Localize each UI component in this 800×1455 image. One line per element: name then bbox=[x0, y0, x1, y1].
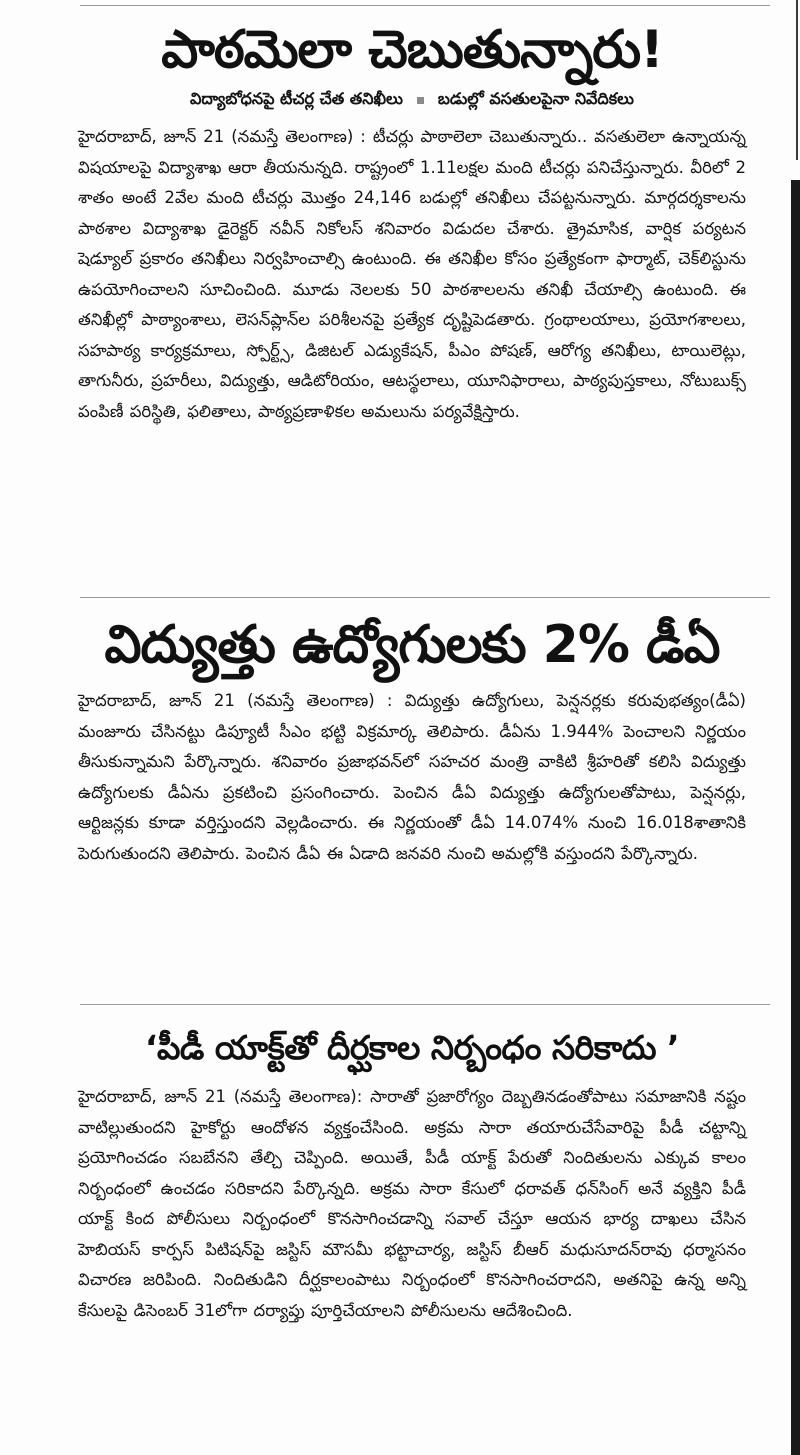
scan-edge bbox=[791, 180, 800, 1455]
story1-dateline: హైదరాబాద్, జూన్ 21 (నమస్తే తెలంగాణ) : bbox=[78, 127, 366, 147]
subdeck-bullet-icon bbox=[417, 97, 424, 104]
story2-headline: విద్యుత్తు ఉద్యోగులకు 2% డీఏ bbox=[104, 615, 720, 675]
story1-body-text: టీచర్లు పాఠాలెలా చెబుతున్నారు.. వసతులెలా ఉన్నాయన్న విషయాలపై విద్యాశాఖ ఆరా తీయనున్నది. రాష్ట్రంలో 1.11లక్షల మంది టీచర్లు పనిచేస్తున్నారు. వీరిలో 2 శాతం అంటే 2వేల మంది టీచర్లు మొత్తం 24,146 బడుల్లో తనిఖీలు చేపట్టనున్నారు. మార్గదర్శకాలను పాఠశాల విద్యాశాఖ డైరెక్టర్ నవీన్ నికోలస్ శనివారం విడుదల చేశారు. త్రైమాసిక, వార్షిక పర్యటన షెడ్యూల్ ప్రకారం తనిఖీలు నిర్వహించాల్సి ఉంటుంది. ఈ తనిఖీల కోసం ప్రత్యేకంగా ఫార్మాట్, చెక్‌లిస్టును ఉపయోగించాలని సూచించింది. మూడు నెలలకు 50 పాఠశాలలను తనిఖీ చేయాల్సి ఉంటుంది. ఈ తనిఖీల్లో పాఠ్యాంశాలు, లెసన్‌ప్లాన్‌ల పరిశీలనపై ప్రత్యేక దృష్టిపెడతారు. గ్రంథాలయాలు, ప్రయోగశాలలు, సహపాఠ్య కార్యక్రమాలు, స్పోర్ట్స్, డిజిటల్ ఎడ్యుకేషన్, పీఎం పోషణ్, ఆరోగ్య తనిఖీలు, టాయిలెట్లు, తాగునీరు, ప్రహరీలు, విద్యుత్తు, ఆడిటోరియం, ఆటస్థలాలు, యూనిఫారాలు, పాఠ్యపుస్తకాలు, నోటుబుక్స్ పంపిణీ పరిస్థితి, ఫలితాలు, పాఠ్యప్రణాళికల అమలును పర్యవేక్షిస్తారు. bbox=[78, 127, 746, 421]
story1-body bbox=[78, 122, 746, 427]
top-divider bbox=[80, 5, 770, 6]
story1-subdeck-right: బడుల్లో వసతులపైనా నివేదికలు bbox=[437, 89, 634, 109]
story-power-employees-da bbox=[78, 617, 746, 869]
divider-story1-story2 bbox=[80, 597, 770, 598]
divider-story2-story3 bbox=[80, 1004, 770, 1005]
story1-subdeck-left: విద్యాబోధనపై టీచర్ల చేత తనిఖీలు bbox=[190, 89, 403, 109]
story-pd-act-detention bbox=[78, 1030, 746, 1326]
story2-dateline: హైదరాబాద్, జూన్ 21 (నమస్తే తెలంగాణ) : bbox=[78, 691, 393, 711]
story1-subdecks bbox=[78, 89, 746, 112]
story2-body bbox=[78, 686, 746, 869]
story3-body bbox=[78, 1082, 746, 1326]
story3-body-text: సారాతో ప్రజారోగ్యం దెబ్బతినడంతోపాటు సమాజానికి నష్టం వాటిల్లుతుందని హైకోర్టు ఆందోళన వ్యక్తంచేసింది. అక్రమ సారా తయారుచేసేవారిపై పీడీ చట్టాన్ని ప్రయోగించడం సబబేనని తేల్చి చెప్పింది. అయితే, పీడీ యాక్ట్ పేరుతో నిందితులను ఎక్కువ కాలం నిర్బంధంలో ఉంచడం సరికాదని పేర్కొన్నది. అక్రమ సారా కేసులో ధరావత్ ధన్‌సింగ్ అనే వ్యక్తిని పీడీ యాక్ట్ కింద పోలీసులు నిర్బంధంలో కొనసాగించడాన్ని సవాల్ చేస్తూ ఆయన భార్య దాఖలు చేసిన హెబియస్ కార్పస్ పిటిషన్‌పై జస్టిస్ మౌసమీ భట్టాచార్య, జస్టిస్ బీఆర్ మధుసూదన్‌రావు ధర్మాసనం విచారణ జరిపింది. నిందితుడిని దీర్ఘకాలంపాటు నిర్బంధంలో కొనసాగించరాదని, అతనిపై ఉన్న అన్ని కేసులపై డిసెంబర్ 31లోగా దర్యాప్తు పూర్తిచేయాలని పోలీసులను ఆదేశించింది. bbox=[78, 1087, 746, 1320]
story-school-inspections bbox=[78, 22, 746, 427]
story2-body-text: విద్యుత్తు ఉద్యోగులు, పెన్షనర్లకు కరువుభత్యం(డీఏ) మంజూరు చేసినట్టు డిప్యూటీ సీఎం భట్టి విక్రమార్క తెలిపారు. డీఏను 1.944% పెంచాలని నిర్ణయం తీసుకున్నామని పేర్కొన్నారు. శనివారం ప్రజాభవన్‌లో సహచర మంత్రి వాకిటి శ్రీహరితో కలిసి విద్యుత్తు ఉద్యోగులకు డీఏను ప్రకటించి ప్రసంగించారు. పెంచిన డీఏ విద్యుత్తు ఉద్యోగులతోపాటు, పెన్షనర్లు, ఆర్టిజన్లకు కూడా వర్తిస్తుందని వెల్లడించారు. ఈ నిర్ణయంతో డీఏ 14.074% నుంచి 16.018శాతానికి పెరుగుతుందని తెలిపారు. పెంచిన డీఏ ఈ ఏడాది జనవరి నుంచి అమల్లోకి వస్తుందని పేర్కొన్నారు. bbox=[78, 691, 746, 863]
story3-headline: ‘పీడీ యాక్ట్‌తో దీర్ఘకాల నిర్బంధం సరికాదు ’ bbox=[144, 1028, 680, 1067]
scan-edge-top bbox=[796, 0, 798, 160]
story1-headline: పాఠమెలా చెబుతున్నారు! bbox=[161, 20, 663, 80]
story3-dateline: హైదరాబాద్, జూన్ 21 (నమస్తే తెలంగాణ): bbox=[78, 1087, 363, 1107]
